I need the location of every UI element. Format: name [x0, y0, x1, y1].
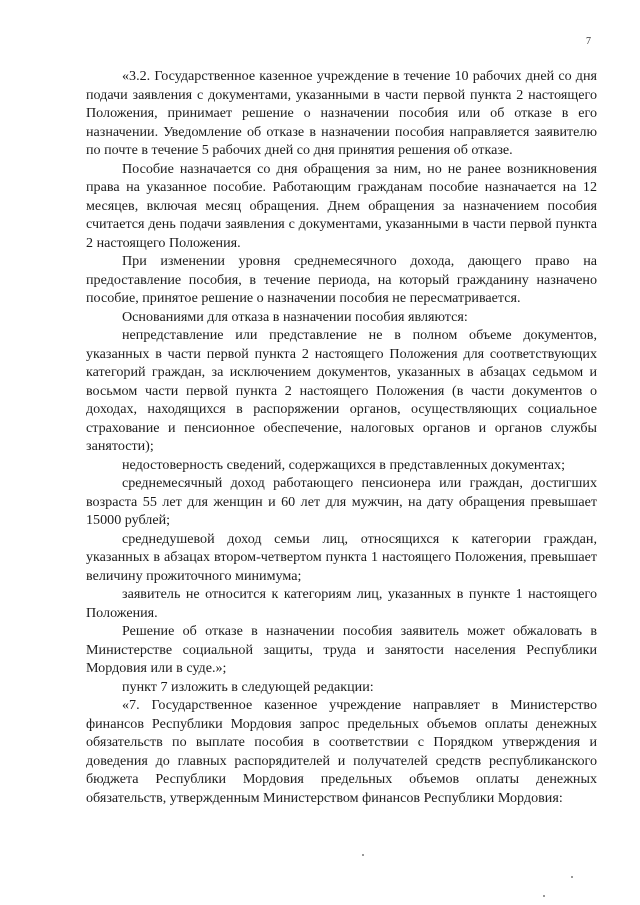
scan-speck — [543, 895, 545, 897]
paragraph-point-7-text: «7. Государственное казенное учреждение направляет в Министерство финансов Республики Мордовия запрос предельных объемов оплаты денежных обязательств по выплате пособия в соответствии с Порядком утверждения и доведения до главных распорядителей и получателей средств республиканского бюджета Республики Мордовия предельных объемов оплаты денежных обязательств, утвержденным Министерством финансов Республики Мордовия: — [86, 697, 597, 806]
paragraph-refusal-ground-category: заявитель не относится к категориям лиц, указанных в пункте 1 настоящего Положения. — [86, 586, 597, 621]
paragraph-appeal: Решение об отказе в назначении пособия заявитель может обжаловать в Министерстве социальной защиты, труда и занятости населения Республики Мордовия или в суде.»; — [86, 623, 597, 676]
document-body — [86, 67, 597, 807]
paragraph-benefit-assignment: Пособие назначается со дня обращения за ним, но не ранее возникновения права на указанное пособие. Работающим гражданам пособие назначается на 12 месяцев, включая месяц обращения. Днем обращения за назначением пособия считается день подачи заявления с документами, указанными в части первой пункта 2 настоящего Положения. — [86, 160, 597, 251]
paragraph-refusal-ground-unreliable: недостоверность сведений, содержащихся в представленных документах; — [122, 456, 566, 473]
paragraph-income-change: При изменении уровня среднемесячного дохода, дающего право на предоставление пособия, в течение периода, на который гражданину назначено пособие, принятое решение о назначении пособия не пересматривается. — [86, 253, 597, 306]
paragraph-refusal-ground-income: среднемесячный доход работающего пенсионера или граждан, достигших возраста 55 лет для женщин и 60 лет для мужчин, на дату обращения превышает 15000 рублей; — [86, 475, 597, 528]
paragraph-point-7-intro: пункт 7 изложить в следующей редакции: — [122, 678, 374, 695]
scan-speck — [362, 854, 364, 856]
paragraph-3-2-decision: «3.2. Государственное казенное учреждение в течение 10 рабочих дней со дня подачи заявления с документами, указанными в части первой пункта 2 настоящего Положения, принимает решение о назначении пособия или об отказе в его назначении. Уведомление об отказе в назначении пособия направляется заявителю по почте в течение 5 рабочих дней со дня принятия решения об отказе. — [86, 68, 597, 158]
page-number: 7 — [586, 36, 591, 47]
paragraph-refusal-ground-documents: непредставление или представление не в полном объеме документов, указанных в части первой пункта 2 настоящего Положения для соответствующих категорий граждан, за исключением документов, указанных в абзацах седьмом и восьмом части первой пункта 2 настоящего Положения (в части документов о доходах, находящихся в распоряжении органов, осуществляющих социальное страхование и пенсионное обеспечение, налоговых органов и органов службы занятости); — [86, 327, 597, 454]
paragraph-refusal-ground-per-capita: среднедушевой доход семьи лиц, относящихся к категории граждан, указанных в абзацах втором-четвертом пункта 1 настоящего Положения, превышает величину прожиточного минимума; — [86, 530, 597, 584]
scan-speck — [571, 876, 573, 878]
paragraph-refusal-grounds-intro: Основаниями для отказа в назначении пособия являются: — [122, 308, 468, 325]
